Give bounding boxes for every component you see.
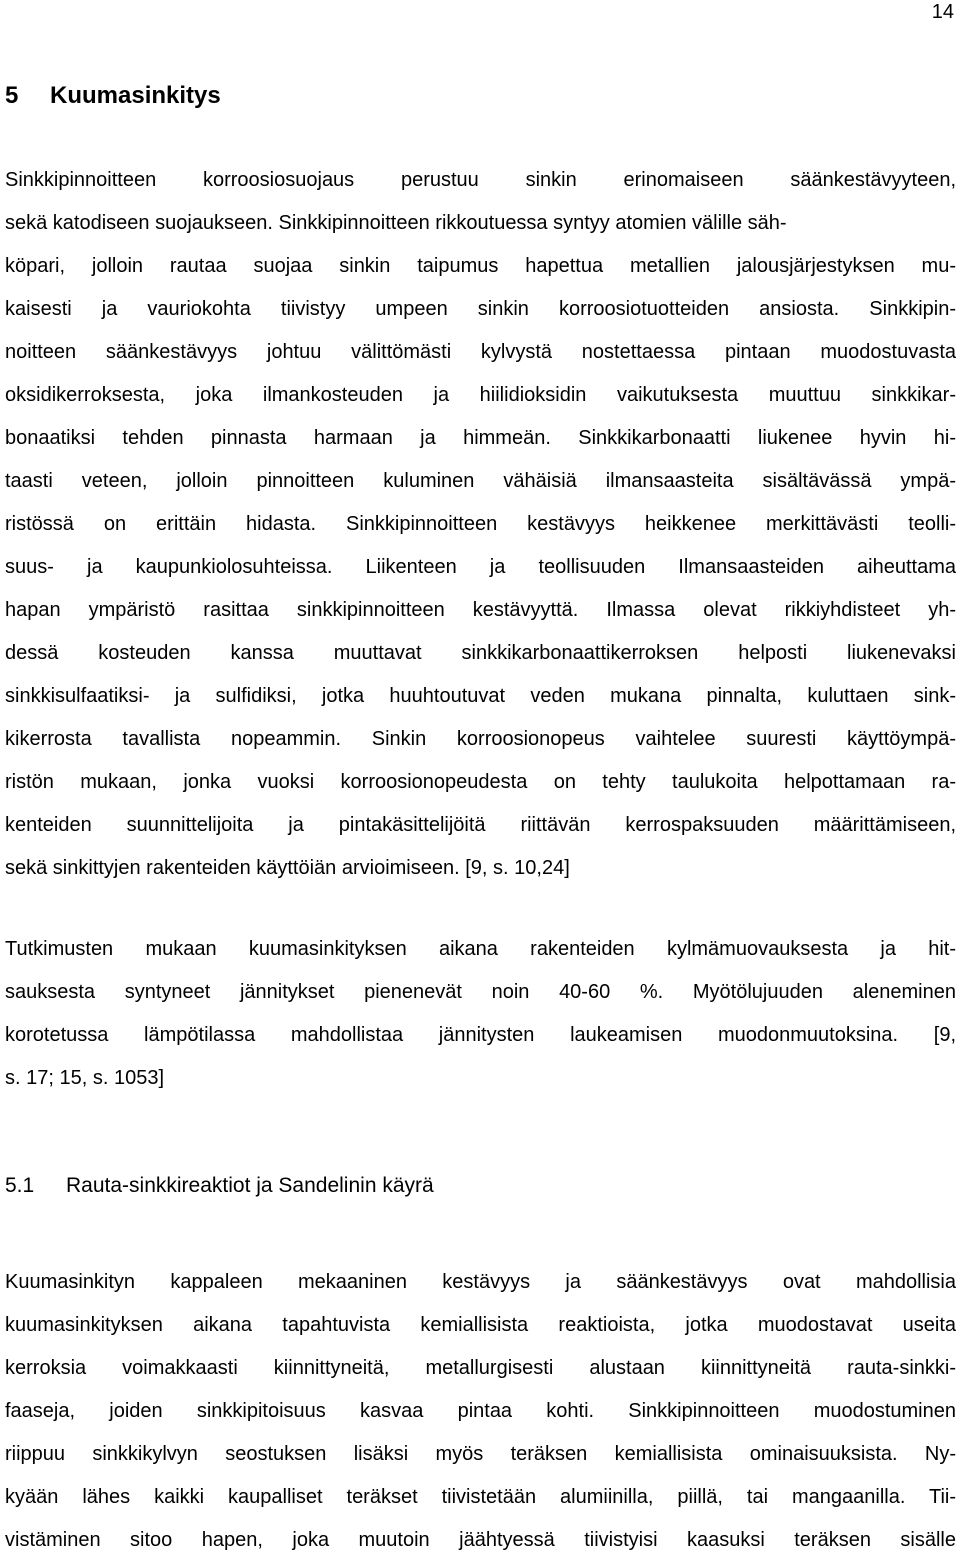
text-line: bonaatiksi tehden pinnasta harmaan ja himmeän. Sinkkikarbonaatti liukenee hyvin hi- [5, 427, 956, 449]
paragraph-2 [5, 928, 956, 1100]
text-line: dessä kosteuden kanssa muuttavat sinkkikarbonaattikerroksen helposti liukenevaksi [5, 642, 956, 664]
text-line: s. 17; 15, s. 1053] [5, 1067, 164, 1089]
section-heading [5, 80, 221, 112]
text-line: kenteiden suunnittelijoita ja pintakäsittelijöitä riittävän kerrospaksuuden määrittämiseen, [5, 814, 956, 836]
text-line: kerroksia voimakkaasti kiinnittyneitä, metallurgisesti alustaan kiinnittyneitä rauta-sinkki- [5, 1357, 956, 1379]
subsection-heading [5, 1170, 434, 1202]
subsection-title: Rauta-sinkkireaktiot ja Sandelinin käyrä [66, 1174, 434, 1197]
text-line: riippuu sinkkikylvyn seostuksen lisäksi myös teräksen kemiallisista ominaisuuksista. Ny- [5, 1443, 956, 1465]
text-line: sinkkisulfaatiksi- ja sulfidiksi, jotka huuhtoutuvat veden mukana pinnalta, kuluttaen sink- [5, 685, 956, 707]
text-line: kaisesti ja vauriokohta tiivistyy umpeen sinkin korroosiotuotteiden ansiosta. Sinkkipin- [5, 298, 956, 320]
paragraph-1 [5, 159, 956, 890]
text-line: sauksesta syntyneet jännitykset pienenevät noin 40-60 %. Myötölujuuden aleneminen [5, 981, 956, 1003]
text-line: ristössä on erittäin hidasta. Sinkkipinnoitteen kestävyys heikkenee merkittävästi teolli- [5, 513, 956, 535]
paragraph-3 [5, 1261, 956, 1562]
text-line: noitteen säänkestävyys johtuu välittömästi kylvystä nostettaessa pintaan muodostuvasta [5, 341, 956, 363]
text-line: ristön mukaan, jonka vuoksi korroosionopeudesta on tehty taulukoita helpottamaan ra- [5, 771, 956, 793]
text-line: Sinkkipinnoitteen korroosiosuojaus perustuu sinkin erinomaiseen säänkestävyyteen, [5, 169, 956, 191]
text-line: korotetussa lämpötilassa mahdollistaa jännitysten laukeamisen muodonmuutoksina. [9, [5, 1024, 956, 1046]
text-line: köpari, jolloin rautaa suojaa sinkin taipumus hapettua metallien jalousjärjestyksen mu- [5, 255, 956, 277]
text-line: taasti veteen, jolloin pinnoitteen kuluminen vähäisiä ilmansaasteita sisältävässä ympä- [5, 470, 956, 492]
text-line: sekä katodiseen suojaukseen. Sinkkipinnoitteen rikkoutuessa syntyy atomien välille säh- [5, 212, 787, 234]
text-line: oksidikerroksesta, joka ilmankosteuden ja hiilidioksidin vaikutuksesta muuttuu sinkkikar- [5, 384, 956, 406]
text-line: Kuumasinkityn kappaleen mekaaninen kestävyys ja säänkestävyys ovat mahdollisia [5, 1271, 956, 1293]
text-line: kikerrosta tavallista nopeammin. Sinkin korroosionopeus vaihtelee suuresti käyttöympä- [5, 728, 956, 750]
text-line: faaseja, joiden sinkkipitoisuus kasvaa pintaa kohti. Sinkkipinnoitteen muodostuminen [5, 1400, 956, 1422]
text-line: Tutkimusten mukaan kuumasinkityksen aikana rakenteiden kylmämuovauksesta ja hit- [5, 938, 956, 960]
subsection-number: 5.1 [5, 1174, 35, 1197]
text-line: vistäminen sitoo hapen, joka muutoin jäähtyessä tiivistyisi kaasuksi teräksen sisälle [5, 1529, 956, 1551]
text-line: suus- ja kaupunkiolosuhteissa. Liikenteen ja teollisuuden Ilmansaasteiden aiheuttama [5, 556, 956, 578]
text-line: sekä sinkittyjen rakenteiden käyttöiän arvioimiseen. [9, s. 10,24] [5, 857, 570, 879]
text-line: hapan ympäristö rasittaa sinkkipinnoitteen kestävyyttä. Ilmassa olevat rikkiyhdisteet yh- [5, 599, 956, 621]
section-title: Kuumasinkitys [50, 82, 221, 109]
text-line: kuumasinkityksen aikana tapahtuvista kemiallisista reaktioista, jotka muodostavat useita [5, 1314, 956, 1336]
section-number: 5 [5, 82, 19, 109]
text-line: kyään lähes kaikki kaupalliset teräkset tiivistetään alumiinilla, piillä, tai mangaanilla. Tii- [5, 1486, 956, 1508]
page-number: 14 [931, 1, 954, 23]
